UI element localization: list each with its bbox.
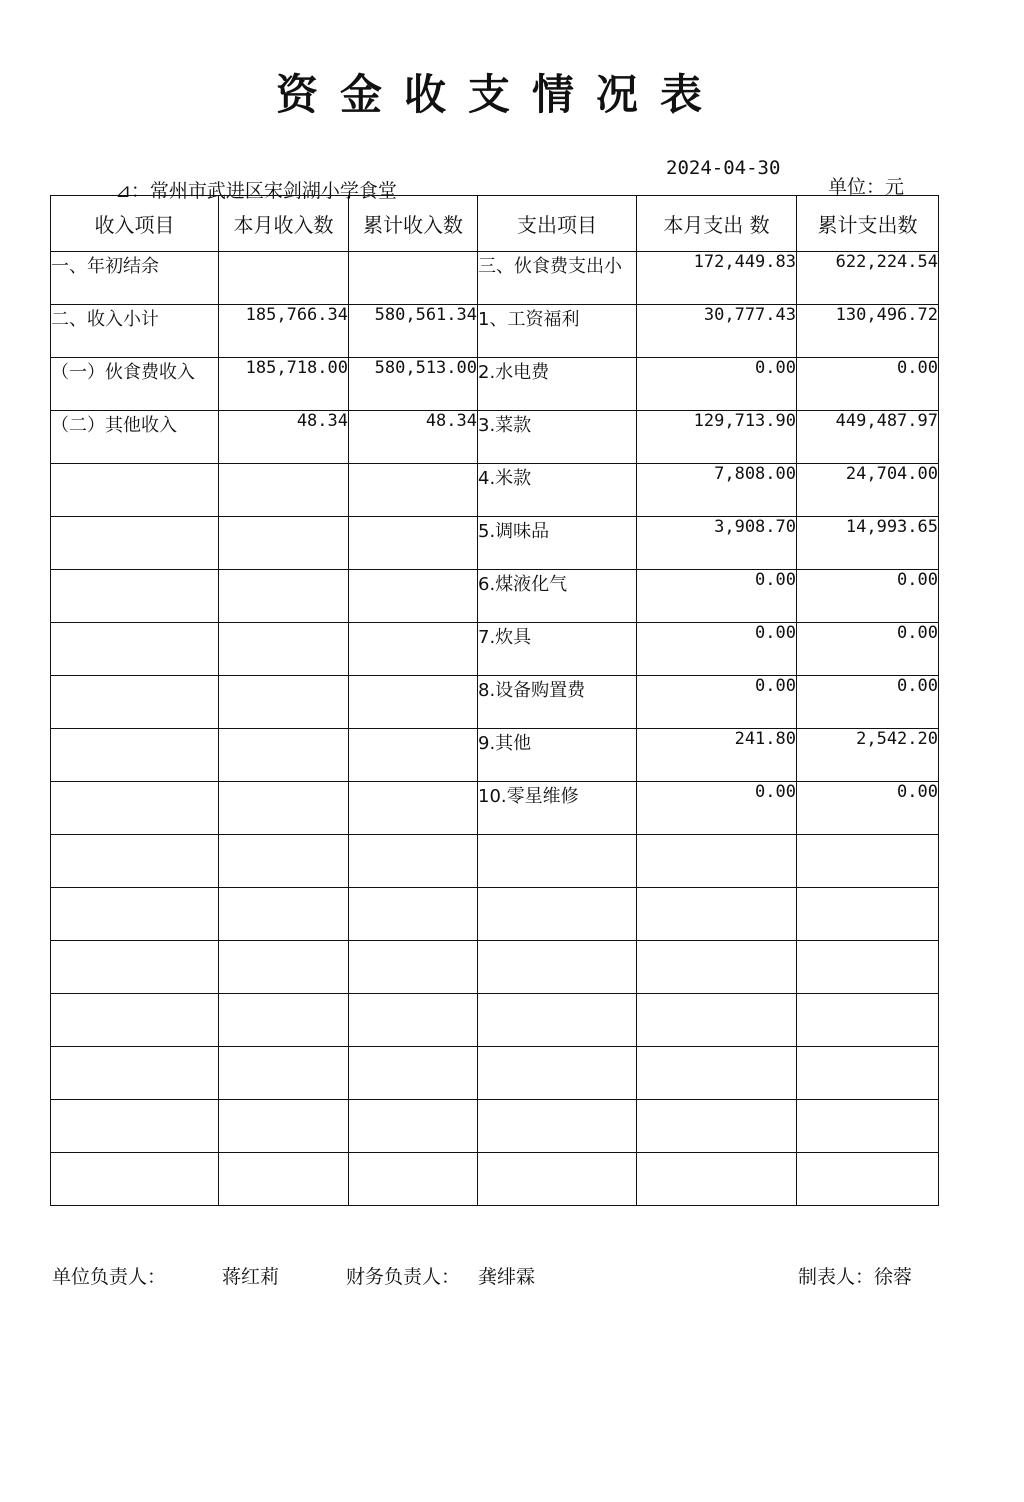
income-month-cell (219, 1047, 349, 1100)
header-expense-item: 支出项目 (478, 196, 637, 252)
income-item-cell (51, 888, 219, 941)
income-cumulative-cell (349, 623, 478, 676)
income-cumulative-cell (349, 729, 478, 782)
table-row (51, 1153, 939, 1206)
expense-month-cell: 7,808.00 (637, 464, 797, 517)
report-date: 2024-04-30 (666, 157, 781, 179)
income-month-cell (219, 729, 349, 782)
table-row (51, 994, 939, 1047)
table-row (51, 1100, 939, 1153)
income-cumulative-cell (349, 994, 478, 1047)
income-month-cell (219, 623, 349, 676)
expense-month-cell: 0.00 (637, 623, 797, 676)
expense-month-cell (637, 941, 797, 994)
expense-month-cell: 172,449.83 (637, 252, 797, 305)
expense-cumulative-cell (797, 941, 939, 994)
income-item-cell (51, 517, 219, 570)
expense-cumulative-cell (797, 835, 939, 888)
expense-item-cell: 9.其他 (478, 729, 637, 782)
income-cumulative-cell (349, 1100, 478, 1153)
expense-month-cell: 241.80 (637, 729, 797, 782)
expense-month-cell: 30,777.43 (637, 305, 797, 358)
expense-month-cell: 129,713.90 (637, 411, 797, 464)
income-item-cell (51, 941, 219, 994)
expense-cumulative-cell (797, 1047, 939, 1100)
income-item-cell: 二、收入小计 (51, 305, 219, 358)
header-income-month: 本月收入数 (219, 196, 349, 252)
expense-item-cell: 三、伙食费支出小 (478, 252, 637, 305)
income-cumulative-cell (349, 835, 478, 888)
income-item-cell (51, 729, 219, 782)
income-item-cell (51, 676, 219, 729)
income-item-cell (51, 1047, 219, 1100)
expense-cumulative-cell (797, 994, 939, 1047)
table-row (51, 517, 939, 570)
income-month-cell: 185,718.00 (219, 358, 349, 411)
expense-cumulative-cell (797, 1153, 939, 1206)
income-cumulative-cell (349, 252, 478, 305)
unit-head-signature: 蒋红莉 (222, 1266, 280, 1288)
table-row (51, 835, 939, 888)
income-item-cell (51, 570, 219, 623)
income-item-cell (51, 1100, 219, 1153)
expense-item-cell: 7.炊具 (478, 623, 637, 676)
expense-item-cell (478, 1153, 637, 1206)
income-month-cell: 48.34 (219, 411, 349, 464)
expense-item-cell: 8.设备购置费 (478, 676, 637, 729)
header-expense-cumulative: 累计支出数 (797, 196, 939, 252)
income-month-cell (219, 676, 349, 729)
table-row (51, 729, 939, 782)
table-row (51, 1047, 939, 1100)
income-cumulative-cell (349, 1047, 478, 1100)
table-row (51, 464, 939, 517)
expense-month-cell (637, 1153, 797, 1206)
income-cumulative-cell (349, 676, 478, 729)
table-row (51, 941, 939, 994)
income-item-cell (51, 994, 219, 1047)
income-month-cell (219, 570, 349, 623)
unit-label: 单位：元 (828, 176, 905, 198)
expense-month-cell: 3,908.70 (637, 517, 797, 570)
table-row (51, 623, 939, 676)
table-row (51, 358, 939, 411)
income-item-cell (51, 782, 219, 835)
expense-item-cell (478, 941, 637, 994)
expense-cumulative-cell: 449,487.97 (797, 411, 939, 464)
table-row (51, 782, 939, 835)
expense-item-cell: 6.煤液化气 (478, 570, 637, 623)
expense-cumulative-cell: 2,542.20 (797, 729, 939, 782)
expense-item-cell (478, 1047, 637, 1100)
fund-table (50, 195, 939, 1206)
table-row (51, 570, 939, 623)
income-cumulative-cell (349, 464, 478, 517)
expense-cumulative-cell: 622,224.54 (797, 252, 939, 305)
table-row (51, 305, 939, 358)
income-month-cell (219, 994, 349, 1047)
expense-item-cell: 3.菜款 (478, 411, 637, 464)
expense-item-cell: 1、工资福利 (478, 305, 637, 358)
expense-item-cell: 2.水电费 (478, 358, 637, 411)
header-expense-month: 本月支出 数 (637, 196, 797, 252)
income-month-cell (219, 835, 349, 888)
income-cumulative-cell: 580,561.34 (349, 305, 478, 358)
income-month-cell (219, 782, 349, 835)
income-cumulative-cell (349, 1153, 478, 1206)
income-item-cell (51, 464, 219, 517)
income-item-cell: （二）其他收入 (51, 411, 219, 464)
organization-name: ⊿：常州市武进区宋剑湖小学食堂 (115, 180, 397, 202)
preparer: 制表人：徐蓉 (798, 1266, 913, 1288)
income-month-cell: 185,766.34 (219, 305, 349, 358)
income-item-cell (51, 1153, 219, 1206)
table-row (51, 252, 939, 305)
income-month-cell (219, 1100, 349, 1153)
expense-item-cell (478, 835, 637, 888)
expense-month-cell (637, 994, 797, 1047)
expense-cumulative-cell: 0.00 (797, 782, 939, 835)
income-month-cell (219, 252, 349, 305)
income-month-cell (219, 464, 349, 517)
table-row (51, 888, 939, 941)
expense-cumulative-cell (797, 1100, 939, 1153)
income-cumulative-cell (349, 888, 478, 941)
income-cumulative-cell (349, 570, 478, 623)
unit-head-label: 单位负责人： (52, 1266, 167, 1288)
income-item-cell (51, 835, 219, 888)
income-cumulative-cell: 48.34 (349, 411, 478, 464)
income-item-cell: （一）伙食费收入 (51, 358, 219, 411)
expense-month-cell: 0.00 (637, 676, 797, 729)
expense-cumulative-cell: 24,704.00 (797, 464, 939, 517)
finance-head-signature: 龚绯霖 (478, 1266, 536, 1288)
income-cumulative-cell (349, 517, 478, 570)
income-item-cell: 一、年初结余 (51, 252, 219, 305)
document-title: 资金收支情况表 (275, 70, 724, 119)
table-row (51, 676, 939, 729)
expense-month-cell: 0.00 (637, 358, 797, 411)
expense-item-cell (478, 1100, 637, 1153)
income-cumulative-cell: 580,513.00 (349, 358, 478, 411)
expense-item-cell: 5.调味品 (478, 517, 637, 570)
expense-cumulative-cell: 0.00 (797, 570, 939, 623)
header-income-cumulative: 累计收入数 (349, 196, 478, 252)
income-item-cell (51, 623, 219, 676)
expense-cumulative-cell: 130,496.72 (797, 305, 939, 358)
expense-cumulative-cell: 0.00 (797, 358, 939, 411)
income-month-cell (219, 941, 349, 994)
expense-item-cell: 10.零星维修 (478, 782, 637, 835)
expense-item-cell: 4.米款 (478, 464, 637, 517)
expense-cumulative-cell: 0.00 (797, 676, 939, 729)
expense-month-cell (637, 888, 797, 941)
table-header-row (51, 196, 939, 252)
income-cumulative-cell (349, 782, 478, 835)
table-row (51, 411, 939, 464)
income-month-cell (219, 517, 349, 570)
expense-cumulative-cell (797, 888, 939, 941)
income-cumulative-cell (349, 941, 478, 994)
expense-item-cell (478, 994, 637, 1047)
expense-month-cell (637, 1047, 797, 1100)
expense-item-cell (478, 888, 637, 941)
expense-month-cell (637, 835, 797, 888)
finance-head-label: 财务负责人： (346, 1266, 461, 1288)
expense-cumulative-cell: 14,993.65 (797, 517, 939, 570)
expense-month-cell (637, 1100, 797, 1153)
expense-month-cell: 0.00 (637, 570, 797, 623)
expense-month-cell: 0.00 (637, 782, 797, 835)
expense-cumulative-cell: 0.00 (797, 623, 939, 676)
income-month-cell (219, 888, 349, 941)
header-income-item: 收入项目 (51, 196, 219, 252)
income-month-cell (219, 1153, 349, 1206)
